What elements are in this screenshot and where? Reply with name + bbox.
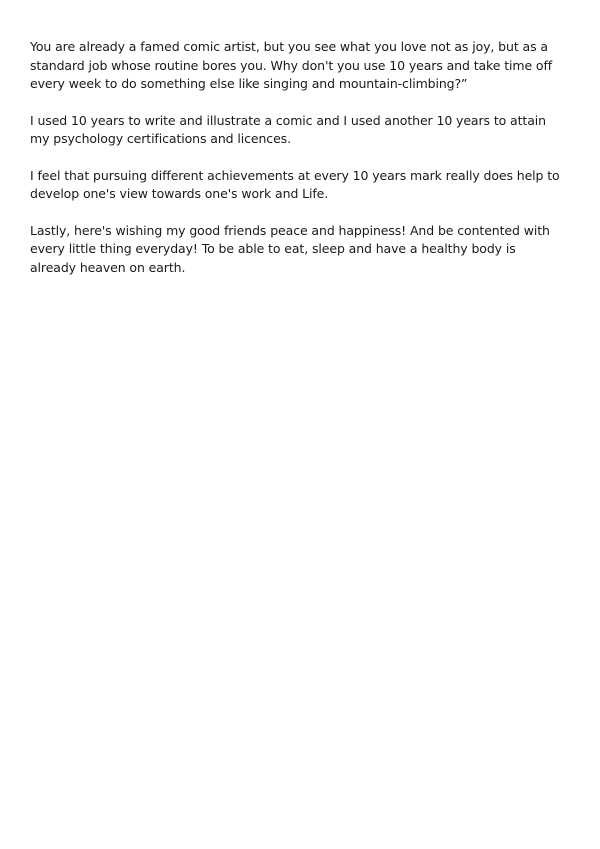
paragraph-ten-years-comic: I used 10 years to write and illustrate a comic and I used another 10 years to attain my psychology certifications and licences. (30, 112, 546, 146)
paragraph-different-achievements: I feel that pursuing different achievements at every 10 years mark really does help to develop one's view towards one's work and Life. (30, 167, 560, 201)
paragraph-closing-wishes: Lastly, here's wishing my good friends peace and happiness! And be contented with every little thing everyday! To be able to eat, sleep and have a healthy body is already heaven on earth. (30, 222, 550, 275)
paragraph-famed-comic-artist: You are already a famed comic artist, but you see what you love not as joy, but as a standard job whose routine bores you. Why don't you use 10 years and take time off every week to do something else like singing and mountain-climbing?” (30, 39, 553, 91)
document-body (30, 38, 575, 295)
